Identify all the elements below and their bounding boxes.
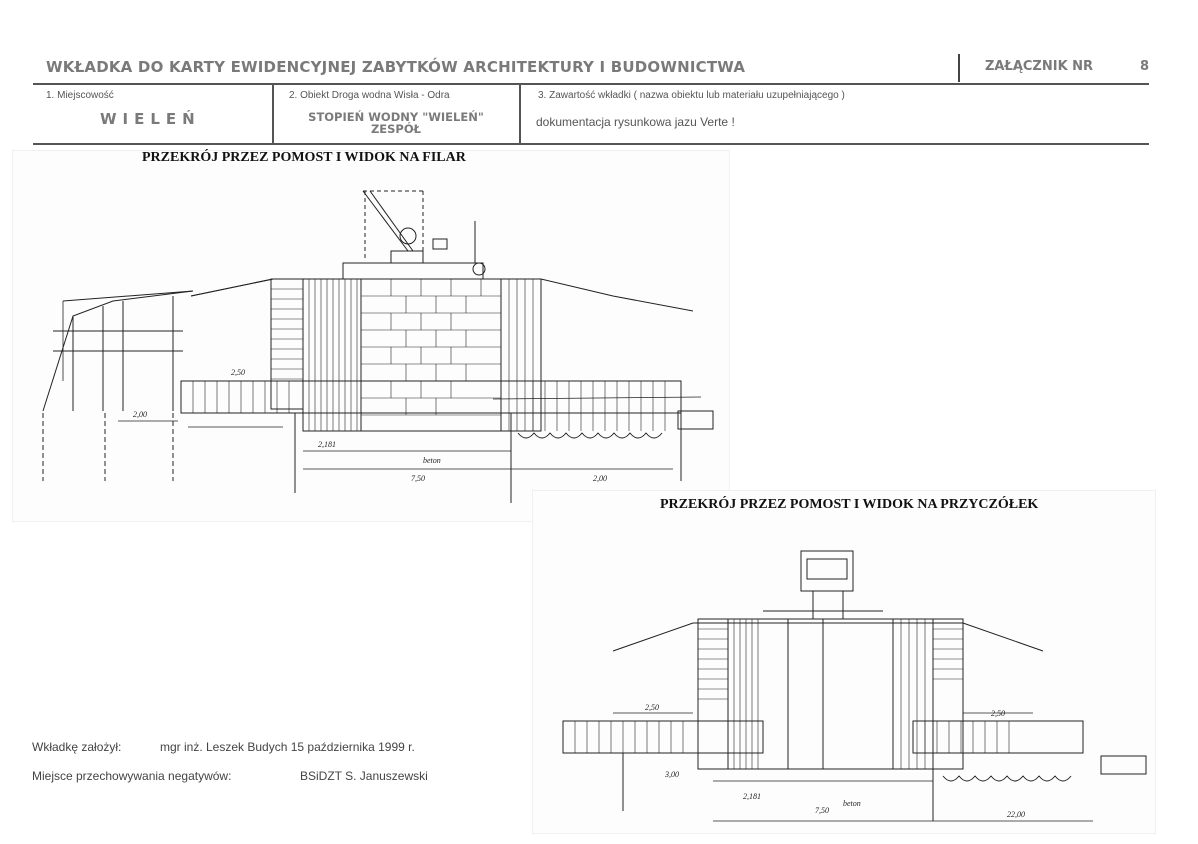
header-divider <box>958 54 960 82</box>
contents-label: 3. Zawartość wkładki ( nazwa obiektu lub materiału uzupełniającego ) <box>538 90 845 101</box>
pier-dim-1: 2,50 <box>231 368 245 377</box>
abutment-dim-6: 22,00 <box>1007 810 1025 819</box>
annex-number: 8 <box>1140 59 1150 74</box>
pier-drawing-title: PRZEKRÓJ PRZEZ POMOST I WIDOK NA FILAR <box>142 150 466 165</box>
founder-label: Wkładkę założył: <box>32 740 122 754</box>
pier-section-svg <box>13 151 731 523</box>
abutment-section-svg <box>533 491 1157 835</box>
pier-dim-2: 2,00 <box>133 410 147 419</box>
field-divider-2 <box>519 84 521 143</box>
abutment-dim-1: 2,50 <box>645 703 659 712</box>
abutment-dim-3: 3,00 <box>665 770 679 779</box>
abutment-dim-4: 2,181 <box>743 792 761 801</box>
abutment-drawing <box>532 490 1156 834</box>
pier-dim-3: 7,50 <box>411 474 425 483</box>
pier-dim-6: beton <box>423 456 441 465</box>
fields-rule <box>33 143 1149 145</box>
object-value <box>276 111 516 135</box>
pier-dim-4: 2,00 <box>593 474 607 483</box>
object-value-line2: ZESPÓŁ <box>370 122 422 136</box>
abutment-dim-5: 7,50 <box>815 806 829 815</box>
storage-label: Miejsce przechowywania negatywów: <box>32 769 232 783</box>
object-label: 2. Obiekt Droga wodna Wisła - Odra <box>289 90 450 101</box>
annex-label: ZAŁĄCZNIK NR <box>985 59 1094 74</box>
field-divider-1 <box>272 84 274 143</box>
header-rule <box>33 83 1149 85</box>
locality-value: WIELEŃ <box>100 110 201 128</box>
object-value-line1: STOPIEŃ WODNY "WIELEŃ" <box>308 110 484 124</box>
pier-drawing <box>12 150 730 522</box>
pier-dim-5: 2,181 <box>318 440 336 449</box>
founder-value: mgr inż. Leszek Budych 15 października 1999 r. <box>160 740 415 754</box>
abutment-drawing-title: PRZEKRÓJ PRZEZ POMOST I WIDOK NA PRZYCZÓŁEK <box>660 497 1039 512</box>
storage-value: BSiDZT S. Januszewski <box>300 769 428 783</box>
header-title: WKŁADKA DO KARTY EWIDENCYJNEJ ZABYTKÓW ARCHITEKTURY I BUDOWNICTWA <box>46 58 746 76</box>
contents-value: dokumentacja rysunkowa jazu Verte ! <box>536 115 735 129</box>
locality-label: 1. Miejscowość <box>46 90 114 101</box>
abutment-dim-7: beton <box>843 799 861 808</box>
abutment-dim-2: 2,50 <box>991 709 1005 718</box>
